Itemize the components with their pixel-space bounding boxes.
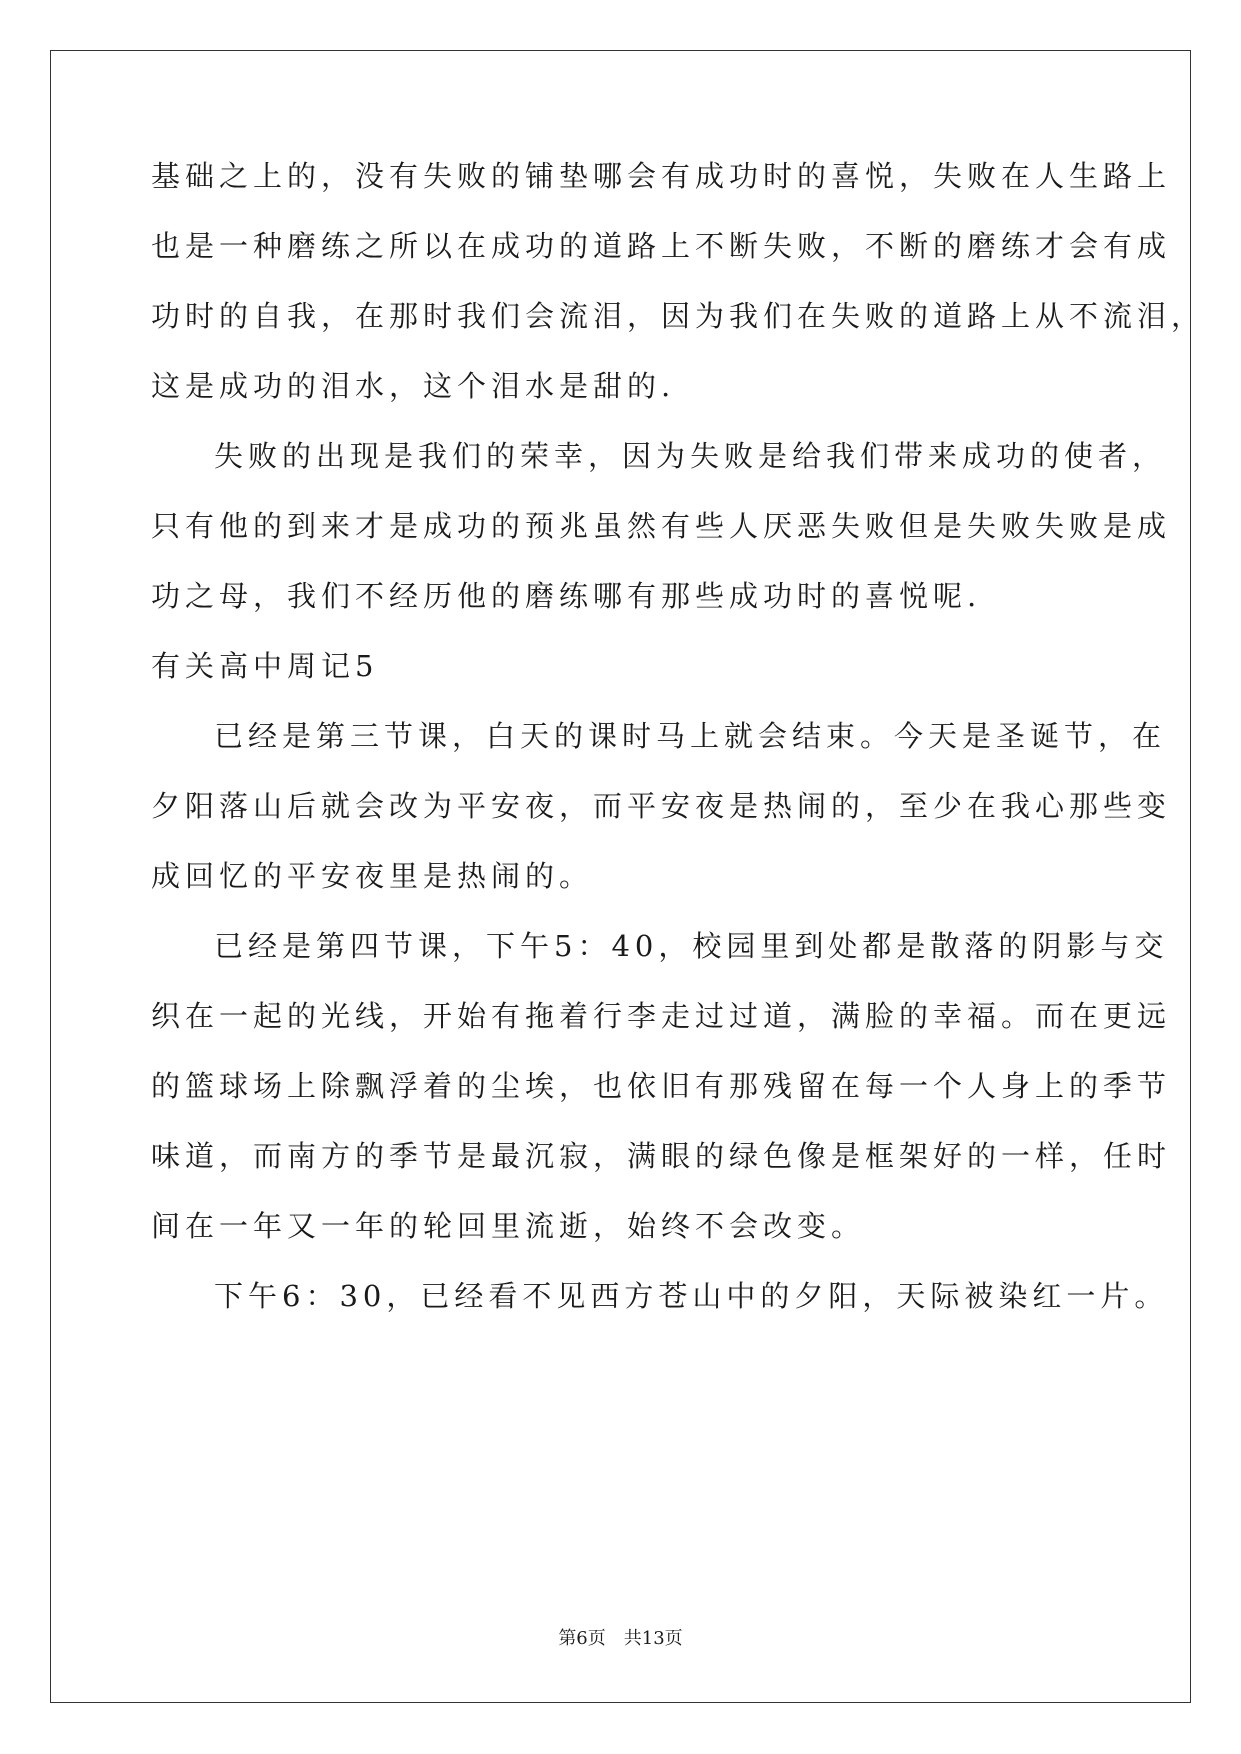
- paragraph-line: 也是一种磨练之所以在成功的道路上不断失败，不断的磨练才会有成: [151, 229, 1172, 263]
- paragraph-line: 失败的出现是我们的荣幸，因为失败是给我们带来成功的使者，: [214, 439, 1167, 473]
- section-heading: 有关高中周记5: [151, 649, 379, 683]
- paragraph-line: 味道，而南方的季节是最沉寂，满眼的绿色像是框架好的一样，任时: [151, 1139, 1172, 1173]
- page-footer: [0, 1628, 1241, 1650]
- paragraph-line: 夕阳落山后就会改为平安夜，而平安夜是热闹的，至少在我心那些变: [151, 789, 1172, 823]
- page-current: 第6页: [558, 1628, 606, 1649]
- paragraph-line: 成回忆的平安夜里是热闹的。: [151, 859, 594, 893]
- page-total: 共13页: [623, 1628, 683, 1649]
- paragraph-line: 基础之上的，没有失败的铺垫哪会有成功时的喜悦，失败在人生路上: [151, 159, 1172, 193]
- paragraph-line: 的篮球场上除飘浮着的尘埃，也依旧有那残留在每一个人身上的季节: [151, 1069, 1172, 1103]
- paragraph-line: 这是成功的泪水，这个泪水是甜的.: [151, 369, 676, 403]
- paragraph-line: 只有他的到来才是成功的预兆虽然有些人厌恶失败但是失败失败是成: [151, 509, 1172, 543]
- paragraph-line: 间在一年又一年的轮回里流逝，始终不会改变。: [151, 1209, 866, 1243]
- paragraph-line: 功之母，我们不经历他的磨练哪有那些成功时的喜悦呢.: [151, 579, 982, 613]
- paragraph-line: 织在一起的光线，开始有拖着行李走过过道，满脸的幸福。而在更远: [151, 999, 1172, 1033]
- paragraph-line: 已经是第三节课，白天的课时马上就会结束。今天是圣诞节，在: [214, 719, 1167, 753]
- paragraph-line: 下午6：30，已经看不见西方苍山中的夕阳，天际被染红一片。: [214, 1279, 1169, 1313]
- paragraph-line: 功时的自我，在那时我们会流泪，因为我们在失败的道路上从不流泪，: [151, 299, 1206, 333]
- paragraph-line: 已经是第四节课，下午5：40，校园里到处都是散落的阴影与交: [214, 929, 1169, 963]
